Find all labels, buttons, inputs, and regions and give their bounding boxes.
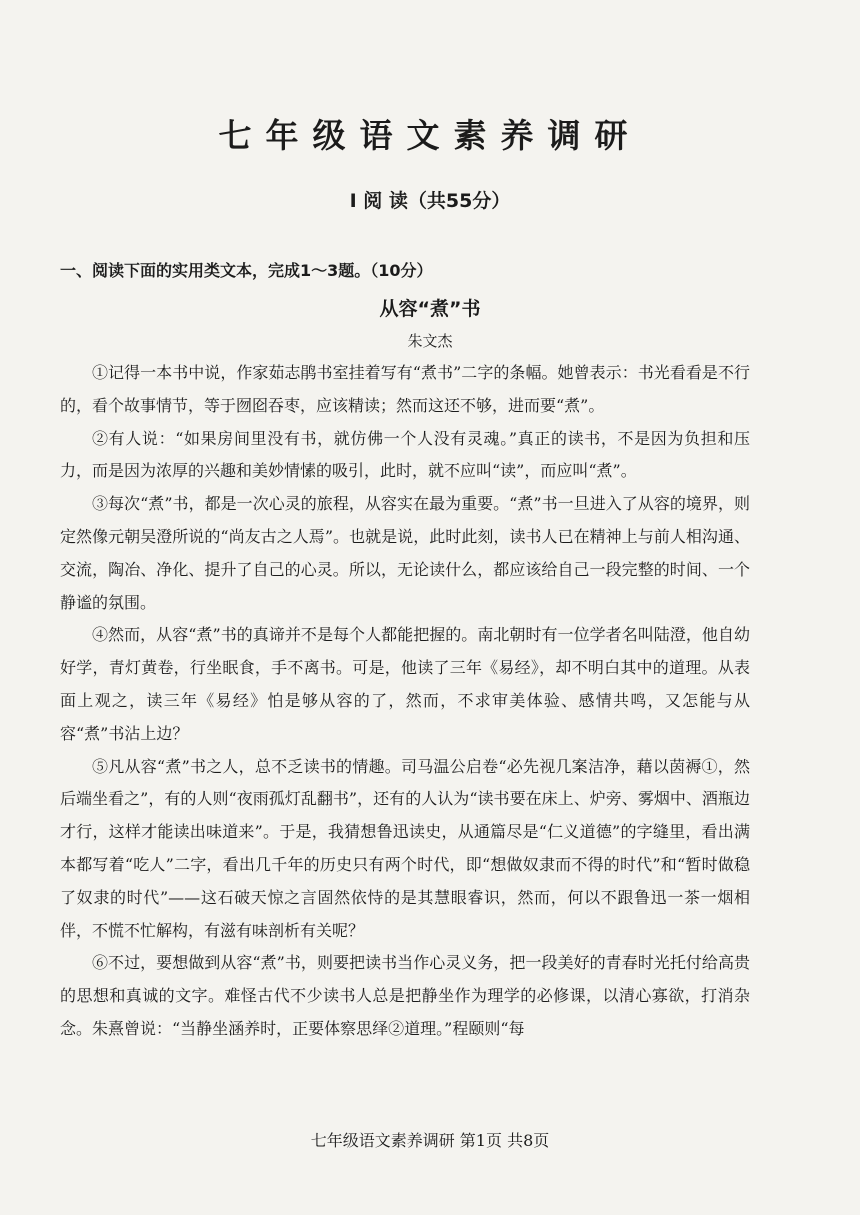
- paragraph-1: ①记得一本书中说，作家茹志鹃书室挂着写有“煮书”二字的条幅。她曾表示：书光看看是不行的，看个故事情节，等于囫囵吞枣，应该精读；然而这还不够，进而要“煮”。: [60, 363, 750, 415]
- paragraph-2: ②有人说：“如果房间里没有书，就仿佛一个人没有灵魂。”真正的读书，不是因为负担和压力，而是因为浓厚的兴趣和美妙情愫的吸引，此时，就不应叫“读”，而应叫“煮”。: [60, 428, 750, 481]
- question-heading: 一、阅读下面的实用类文本，完成1～3题。（10分）: [60, 261, 433, 280]
- paragraph-6: ⑥不过，要想做到从容“煮”书，则要把读书当作心灵义务，把一段美好的青春时光托付给高贵的思想和真诚的文字。难怪古代不少读书人总是把静坐作为理学的必修课，以清心寡欲，打消杂念。朱熹曾说：“当静坐涵养时，正要体察思绎②道理。”程颐则“每: [60, 953, 750, 1038]
- article-author: 朱文杰: [407, 332, 453, 350]
- paragraph-4: ④然而，从容“煮”书的真谛并不是每个人都能把握的。南北朝时有一位学者名叫陆澄，他自幼好学，青灯黄卷，行坐眠食，手不离书。可是，他读了三年《易经》，却不明白其中的道理。从表面上观之，读三年《易经》怕是够从容的了，然而，不求审美体验、感情共鸣，又怎能与从容“煮”书沾上边？: [60, 625, 750, 743]
- page-footer: 七年级语文素养调研 第1页 共8页: [310, 1131, 550, 1150]
- exam-title: 七年级语文素养调研: [218, 116, 642, 155]
- article-title: 从容“煮”书: [379, 298, 481, 320]
- paragraph-5: ⑤凡从容“煮”书之人，总不乏读书的情趣。司马温公启卷“必先视几案洁净，藉以茵褥①，然后端坐看之”，有的人则“夜雨孤灯乱翻书”，还有的人认为“读书要在床上、炉旁、雾烟中、酒瓶边才行，这样才能读出味道来”。于是，我猜想鲁迅读史，从通篇尽是“仁义道德”的字缝里，看出满本都写着“吃人”二字，看出几千年的历史只有两个时代，即“想做奴隶而不得的时代”和“暂时做稳了奴隶的时代”——这石破天惊之言固然依恃的是其慧眼睿识，然而，何以不跟鲁迅一茶一烟相伴，不慌不忙解构，有滋有味剖析有关呢？: [60, 756, 750, 940]
- section-heading: Ⅰ 阅 读（共55分）: [349, 190, 511, 212]
- paragraph-3: ③每次“煮”书，都是一次心灵的旅程，从容实在最为重要。“煮”书一旦进入了从容的境界，则定然像元朝吴澄所说的“尚友古之人焉”。也就是说，此时此刻，读书人已在精神上与前人相沟通、交流，陶冶、净化、提升了自己的心灵。所以，无论读什么，都应该给自己一段完整的时间、一个静谧的氛围。: [60, 494, 750, 612]
- article-body: [60, 357, 750, 1046]
